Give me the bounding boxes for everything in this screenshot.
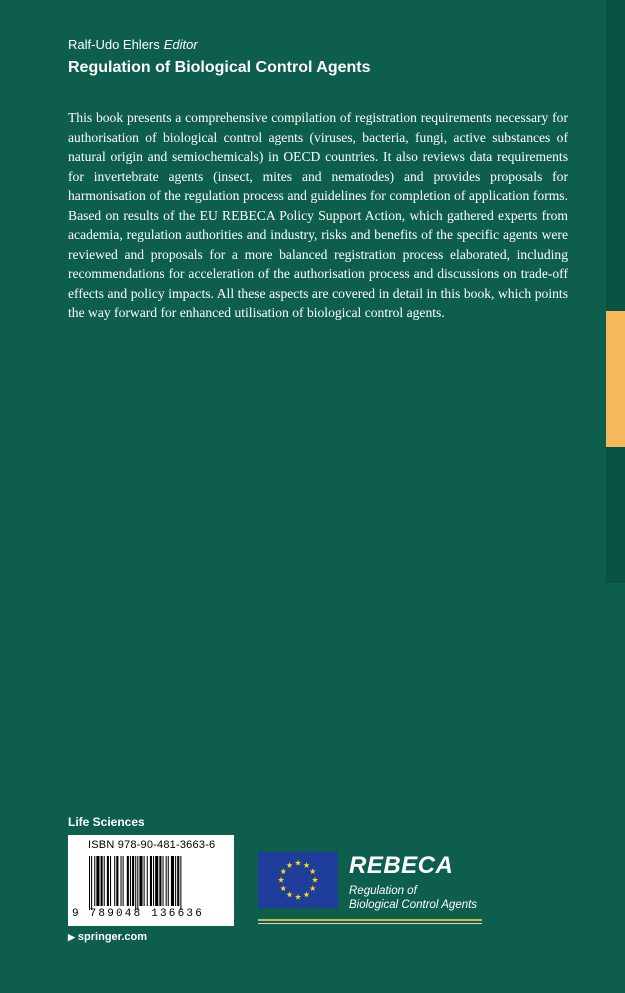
publisher-url: springer.com bbox=[77, 931, 147, 943]
barcode-bar bbox=[155, 856, 158, 906]
barcode-bar bbox=[132, 856, 134, 906]
rebeca-subtitle-line1: Regulation of bbox=[349, 885, 417, 897]
barcode-bar bbox=[163, 856, 164, 906]
book-title: Regulation of Biological Control Agents bbox=[68, 59, 371, 76]
barcode-bar bbox=[147, 856, 148, 906]
editor-name: Ralf-Udo Ehlers bbox=[68, 37, 160, 52]
barcode-bar bbox=[135, 856, 136, 910]
barcode-bar bbox=[168, 856, 169, 906]
barcode-bar bbox=[121, 856, 122, 906]
editor-line bbox=[68, 37, 198, 53]
barcode-bar bbox=[127, 856, 129, 906]
barcode-bar bbox=[130, 856, 131, 906]
barcode-bar bbox=[107, 856, 109, 906]
barcode-bar bbox=[94, 856, 95, 906]
barcode-bar bbox=[180, 856, 181, 910]
editor-role: Editor bbox=[163, 37, 198, 52]
barcode-bar bbox=[139, 856, 142, 906]
barcode-bar bbox=[101, 856, 103, 906]
eu-flag-icon bbox=[258, 852, 338, 908]
barcode-bar bbox=[114, 856, 115, 906]
publisher-link[interactable] bbox=[68, 931, 147, 943]
book-description: This book presents a comprehensive compilation of registration requirements necessary for authorisation of biological control agents (viruses, bacteria, fungi, active substances of natural origin and semiochemicals) in OECD countries. It also reviews data requirements for invertebrate agents (insect, mites and nematodes) and provides proposals for harmonisation of the regulation process and guidelines for completion of application forms. Based on results of the EU REBECA Policy Support Action, which gathered experts from academia, regulation authorities and industry, risks and benefits of the specific agents were reviewed and proposals for a more balanced registration process elaborated, including recommendations for acceleration of the authorisation process and discussions on trade-off effects and policy impacts. All these aspects are covered in detail in this book, which points the way forward for enhanced utilisation of biological control agents. bbox=[68, 110, 568, 320]
logo-rule-gold bbox=[258, 919, 482, 921]
barcode-bar bbox=[144, 856, 145, 906]
spine-edge-strip bbox=[606, 0, 625, 583]
barcode-bar bbox=[123, 856, 124, 906]
isbn-barcode bbox=[68, 835, 234, 926]
barcode-bar bbox=[104, 856, 105, 906]
series-label: Life Sciences bbox=[68, 815, 145, 829]
rebeca-subtitle-line2: Biological Control Agents bbox=[349, 899, 478, 911]
isbn-number: ISBN 978-90-481-3663-6 bbox=[88, 839, 216, 851]
barcode-bar bbox=[110, 856, 111, 906]
logo-rule-light bbox=[258, 923, 482, 924]
barcode-bars bbox=[89, 856, 219, 910]
barcode-bar bbox=[89, 856, 90, 910]
rebeca-logo-name: REBECA bbox=[349, 852, 454, 879]
barcode-bar bbox=[175, 856, 176, 906]
barcode-bar bbox=[96, 856, 99, 906]
barcode-bar bbox=[171, 856, 174, 906]
barcode-bar bbox=[177, 856, 179, 906]
barcode-bar bbox=[150, 856, 152, 906]
barcode-bar bbox=[166, 856, 167, 906]
barcode-bar bbox=[159, 856, 161, 906]
barcode-bar bbox=[137, 856, 138, 910]
barcode-bar bbox=[153, 856, 154, 906]
barcode-bar bbox=[116, 856, 118, 906]
barcode-digits: 9 789048 136636 bbox=[72, 908, 205, 920]
arrow-right-icon: ▶ bbox=[68, 932, 75, 942]
barcode-bar bbox=[91, 856, 92, 910]
rebeca-logo-subtitle bbox=[349, 884, 477, 912]
spine-accent-bar bbox=[606, 311, 625, 447]
